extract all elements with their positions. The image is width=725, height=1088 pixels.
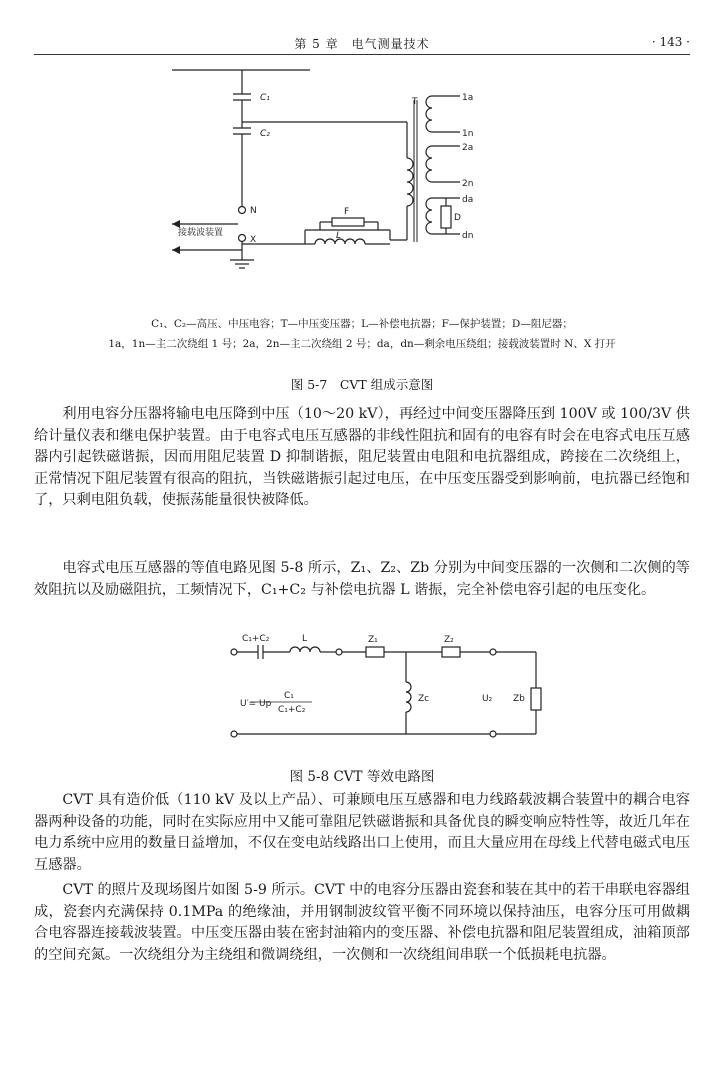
paragraph: 电容式电压互感器的等值电路见图 5-8 所示，Z₁、Z₂、Zb 分别为中间变压器的一次侧和二次侧的等效阻抗以及励磁阻抗，工频情况下，C₁+C₂ 与补偿电抗器 L 谐振，完全补偿电容引起的电压变化。	[34, 560, 690, 598]
label-z2: Z₂	[444, 635, 454, 645]
input-terminal-top	[231, 649, 237, 655]
paragraph: 利用电容分压器将输电电压降到中压（10～20 kV），再经过中间变压器降压到 100V 或 100/3V 供给计量仪表和继电保护装置。由于电容式电压互感器的非线性阻抗和固有的电容有时会在电容式电压互感器内引起铁磁谐振，因而用阻尼装置 D 抑制谐振，阻尼装置由电阻和电抗器组成，跨接在二次绕组上，正常情况下阻尼装置有很高的阻抗，当铁磁谐振引起过电压，在中压变压器受到影响前，电抗器已经饱和了，只剩电阻负载，使振荡能量很快被降低。	[34, 406, 690, 508]
inductor-zc	[406, 682, 411, 712]
legend-line: 1a，1n—主二次绕组 1 号；2a，2n—主二次绕组 2 号；da，dn—剩余电压绕组；接载波装置时 N、X 打开	[108, 338, 616, 350]
damper-d-resistor	[441, 206, 451, 228]
label-z1: Z₁	[368, 635, 378, 645]
label-u2: U₂	[482, 694, 493, 704]
cvt-equivalent-circuit	[220, 632, 560, 752]
transformer-primary-winding	[407, 158, 413, 206]
chapter-title: 第 5 章 电气测量技术	[294, 37, 430, 51]
label-d: D	[454, 213, 461, 223]
output-terminal-bottom	[490, 731, 496, 737]
impedance-z1	[366, 647, 384, 657]
label-t: T	[412, 97, 418, 107]
label-l: L	[336, 231, 342, 241]
label-1n: 1n	[462, 129, 474, 139]
paragraph: CVT 的照片及现场图片如图 5-9 所示。CVT 中的电容分压器由瓷套和装在其中的若干串联电容器组成，瓷套内充满保持 0.1MPa 的绝缘油，并用钢制波纹管平衡不同环境以保持油压，电容分压可用做耦合电容器连接载波装置。中压变压器由装在密封油箱内的变压器、补偿电抗器和阻尼装置组成，油箱顶部的空间充氮。一次绕组分为主绕组和微调绕组，一次侧和一次绕组间串联一个低损耗电抗器。	[34, 882, 690, 963]
paragraph: CVT 具有造价低（110 kV 及以上产品）、可兼顾电压互感器和电力线路载波耦合装置中的耦合电容器两种设备的功能，同时在实际应用中又能可靠阻尼铁磁谐振和具备优良的瞬变响应特性等，故近几年在电力系统中应用的数量日益增加，不仅在变电站线路出口上使用，而且大量应用在母线上代替电磁式电压互感器。	[34, 792, 690, 873]
label-u-prime: U′= Up	[240, 699, 272, 709]
arrow-left-icon	[172, 246, 180, 254]
figure-5-8-caption: 图 5-8 CVT 等效电路图	[289, 769, 435, 785]
inductor-l	[290, 647, 320, 652]
label-c1: C₁	[260, 93, 270, 103]
label-fraction-denominator: C₁+C₂	[278, 705, 306, 715]
secondary-winding-2	[426, 146, 432, 182]
arrow-left-icon	[172, 220, 180, 228]
label-dn: dn	[462, 231, 474, 241]
figure-5-7-legend	[34, 314, 690, 354]
label-c1c2: C₁+C₂	[242, 634, 270, 644]
terminal-n	[239, 207, 246, 214]
label-zc: Zc	[418, 694, 430, 704]
label-da: da	[462, 195, 474, 205]
label-2a: 2a	[462, 143, 474, 153]
label-f: F	[344, 207, 350, 217]
label-1a: 1a	[462, 93, 474, 103]
impedance-z2	[442, 647, 460, 657]
cvt-composition-schematic	[160, 60, 520, 280]
label-x: X	[250, 235, 257, 245]
input-terminal-bottom	[231, 731, 237, 737]
legend-line: C₁、C₂—高压、中压电容；T—中压变压器；L—补偿电抗器；F—保护装置；D—阻尼器；	[151, 318, 573, 330]
label-carrier-device: 接载波装置	[178, 228, 224, 238]
running-header	[34, 32, 690, 55]
label-zb: Zb	[513, 694, 525, 704]
terminal-x	[239, 235, 246, 242]
figure-5-7-caption: 图 5-7 CVT 组成示意图	[290, 377, 434, 392]
protection-device-f	[332, 218, 364, 226]
impedance-zb	[531, 688, 541, 710]
output-terminal-top	[490, 649, 496, 655]
label-c2: C₂	[260, 129, 270, 139]
label-fraction-numerator: C₁	[284, 691, 294, 701]
figure-5-8-diagram	[220, 632, 560, 752]
residual-voltage-winding	[426, 198, 432, 234]
label-2n: 2n	[462, 179, 474, 189]
label-l: L	[302, 634, 308, 644]
page-number: · 143 ·	[651, 35, 690, 49]
label-n: N	[250, 206, 257, 216]
secondary-winding-1	[426, 96, 432, 132]
figure-5-7-diagram	[160, 60, 520, 280]
